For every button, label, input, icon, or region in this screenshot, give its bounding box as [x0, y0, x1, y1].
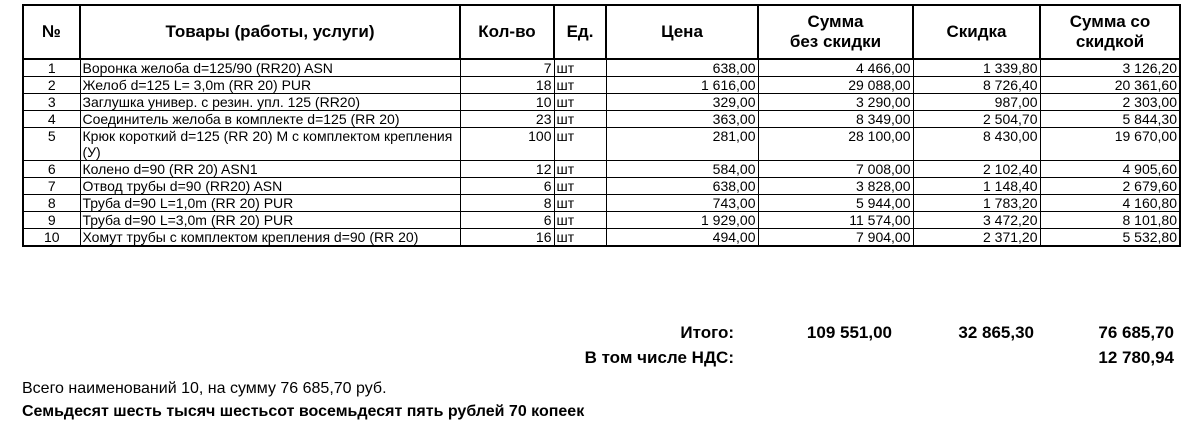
row-discount: 3 472,20	[913, 212, 1040, 229]
row-number: 3	[23, 94, 80, 111]
table-row	[23, 94, 1180, 111]
row-qty: 23	[460, 111, 554, 128]
header-discount: Скидка	[913, 5, 1040, 59]
totals-discount: 32 865,30	[958, 323, 1034, 342]
row-price: 494,00	[606, 229, 758, 247]
header-name: Товары (работы, услуги)	[80, 5, 460, 59]
row-number: 5	[23, 128, 80, 161]
table-row	[23, 178, 1180, 195]
row-price: 1 616,00	[606, 77, 758, 94]
items-table	[22, 4, 1181, 247]
row-qty: 10	[460, 94, 554, 111]
row-sum: 3 290,00	[758, 94, 913, 111]
row-total: 8 101,80	[1040, 212, 1180, 229]
summary-line: Всего наименований 10, на сумму 76 685,70 руб.	[22, 380, 387, 397]
row-price: 1 929,00	[606, 212, 758, 229]
row-sum: 7 008,00	[758, 161, 913, 178]
row-discount: 2 504,70	[913, 111, 1040, 128]
header-total	[1040, 5, 1180, 59]
row-qty: 12	[460, 161, 554, 178]
row-sum: 7 904,00	[758, 229, 913, 247]
row-qty: 6	[460, 178, 554, 195]
row-unit: шт	[554, 59, 606, 77]
table-row	[23, 229, 1180, 247]
row-sum: 29 088,00	[758, 77, 913, 94]
row-total: 4 905,60	[1040, 161, 1180, 178]
table-row	[23, 111, 1180, 128]
table-row	[23, 59, 1180, 77]
row-name: Отвод трубы d=90 (RR20) ASN	[80, 178, 460, 195]
row-discount: 2 371,20	[913, 229, 1040, 247]
row-sum: 4 466,00	[758, 59, 913, 77]
row-total: 19 670,00	[1040, 128, 1180, 161]
row-qty: 6	[460, 212, 554, 229]
row-number: 4	[23, 111, 80, 128]
row-sum: 28 100,00	[758, 128, 913, 161]
table-row	[23, 212, 1180, 229]
row-discount: 987,00	[913, 94, 1040, 111]
row-discount: 1 148,40	[913, 178, 1040, 195]
row-price: 281,00	[606, 128, 758, 161]
vat-label: В том числе НДС:	[584, 348, 734, 367]
row-price: 638,00	[606, 59, 758, 77]
row-name: Труба d=90 L=1,0m (RR 20) PUR	[80, 195, 460, 212]
row-unit: шт	[554, 229, 606, 247]
row-name: Крюк короткий d=125 (RR 20) М с комплектом крепления (У)	[80, 128, 460, 161]
row-discount: 1 339,80	[913, 59, 1040, 77]
row-number: 6	[23, 161, 80, 178]
row-total: 5 532,80	[1040, 229, 1180, 247]
row-qty: 16	[460, 229, 554, 247]
row-total: 2 303,00	[1040, 94, 1180, 111]
header-total-line2: скидкой	[1075, 32, 1145, 51]
row-discount: 8 726,40	[913, 77, 1040, 94]
row-name: Воронка желоба d=125/90 (RR20) ASN	[80, 59, 460, 77]
summary-words: Семьдесят шесть тысяч шестьсот восемьдесят пять рублей 70 копеек	[22, 403, 585, 420]
header-sum	[758, 5, 913, 59]
header-sum-line1: Сумма	[807, 12, 864, 31]
totals-label: Итого:	[680, 323, 734, 342]
row-total: 5 844,30	[1040, 111, 1180, 128]
table-row	[23, 128, 1180, 161]
row-price: 584,00	[606, 161, 758, 178]
table-row	[23, 195, 1180, 212]
header-sum-line2: без скидки	[789, 32, 882, 51]
header-qty: Кол-во	[460, 5, 554, 59]
items-body	[23, 59, 1180, 246]
row-unit: шт	[554, 128, 606, 161]
totals-block	[0, 323, 1200, 373]
row-total: 3 126,20	[1040, 59, 1180, 77]
row-price: 363,00	[606, 111, 758, 128]
row-sum: 8 349,00	[758, 111, 913, 128]
vat-value: 12 780,94	[1098, 348, 1174, 367]
header-unit: Ед.	[554, 5, 606, 59]
row-unit: шт	[554, 77, 606, 94]
row-name: Соединитель желоба в комплекте d=125 (RR 20)	[80, 111, 460, 128]
row-name: Труба d=90 L=3,0m (RR 20) PUR	[80, 212, 460, 229]
row-discount: 8 430,00	[913, 128, 1040, 161]
row-total: 4 160,80	[1040, 195, 1180, 212]
table-row	[23, 161, 1180, 178]
row-name: Желоб d=125 L= 3,0m (RR 20) PUR	[80, 77, 460, 94]
row-unit: шт	[554, 212, 606, 229]
row-qty: 18	[460, 77, 554, 94]
row-discount: 2 102,40	[913, 161, 1040, 178]
row-total: 20 361,60	[1040, 77, 1180, 94]
row-qty: 100	[460, 128, 554, 161]
row-name: Колено d=90 (RR 20) ASN1	[80, 161, 460, 178]
row-total: 2 679,60	[1040, 178, 1180, 195]
row-sum: 11 574,00	[758, 212, 913, 229]
vat-row	[0, 348, 1200, 373]
row-unit: шт	[554, 94, 606, 111]
header-row	[23, 5, 1180, 59]
row-sum: 3 828,00	[758, 178, 913, 195]
row-name: Хомут трубы с комплектом крепления d=90 (RR 20)	[80, 229, 460, 247]
header-price: Цена	[606, 5, 758, 59]
row-qty: 7	[460, 59, 554, 77]
totals-sum: 109 551,00	[806, 323, 892, 342]
row-qty: 8	[460, 195, 554, 212]
row-name: Заглушка универ. с резин. упл. 125 (RR20)	[80, 94, 460, 111]
totals-row	[0, 323, 1200, 348]
row-number: 10	[23, 229, 80, 247]
table-row	[23, 77, 1180, 94]
header-total-line1: Сумма со	[1069, 12, 1151, 31]
header-num: №	[23, 5, 80, 59]
row-number: 8	[23, 195, 80, 212]
totals-total: 76 685,70	[1098, 323, 1174, 342]
row-price: 638,00	[606, 178, 758, 195]
row-price: 329,00	[606, 94, 758, 111]
row-number: 7	[23, 178, 80, 195]
row-price: 743,00	[606, 195, 758, 212]
row-number: 1	[23, 59, 80, 77]
row-number: 9	[23, 212, 80, 229]
row-unit: шт	[554, 178, 606, 195]
row-unit: шт	[554, 111, 606, 128]
row-sum: 5 944,00	[758, 195, 913, 212]
row-unit: шт	[554, 195, 606, 212]
row-number: 2	[23, 77, 80, 94]
row-unit: шт	[554, 161, 606, 178]
summary-block	[22, 377, 584, 423]
row-discount: 1 783,20	[913, 195, 1040, 212]
